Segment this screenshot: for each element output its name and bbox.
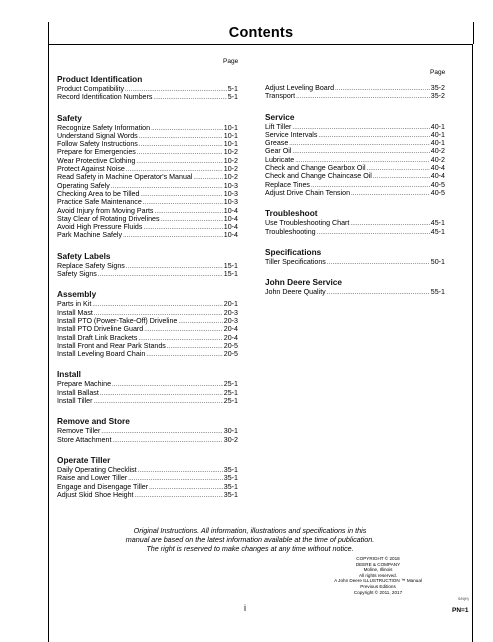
toc-entry-page: 20-5 (223, 350, 238, 359)
dot-leader (167, 343, 223, 350)
toc-entry-page: 15-1 (223, 261, 238, 270)
toc-entry-page: 15-1 (223, 270, 238, 279)
dot-leader (139, 133, 223, 140)
left-toc-column (57, 74, 238, 499)
toc-entry[interactable] (57, 491, 238, 499)
right-border (472, 44, 473, 642)
toc-entry-label: Tiller Specifications (265, 257, 326, 266)
toc-entry-label: Understand Signal Words (57, 131, 138, 140)
dot-leader (146, 351, 222, 358)
dot-leader (139, 141, 223, 148)
toc-entry-page: 40-2 (430, 155, 445, 164)
dot-leader (98, 271, 223, 278)
title-rule (48, 44, 473, 45)
toc-entry-page: 10-3 (223, 181, 238, 190)
dot-leader (137, 149, 223, 156)
dot-leader (154, 208, 222, 215)
copyright-line: A John Deere ILLUSTRUCTION ™ Manual (334, 578, 422, 584)
dot-leader (143, 224, 222, 231)
toc-entry[interactable] (57, 309, 238, 317)
toc-entry[interactable] (57, 483, 238, 491)
dot-leader (112, 437, 222, 444)
toc-entry[interactable] (57, 173, 238, 181)
toc-entry-label: Gear Oil (265, 147, 292, 156)
dot-leader (123, 232, 223, 239)
dot-leader (327, 289, 430, 296)
section-heading-troubleshoot: Troubleshoot (265, 208, 318, 219)
dot-leader (135, 492, 223, 499)
dot-leader (327, 259, 430, 266)
toc-entry-label: Lift Tiller (265, 122, 292, 131)
toc-entry-page: 20-4 (223, 325, 238, 334)
toc-entry[interactable] (265, 288, 445, 296)
toc-entry-page: 10-1 (223, 123, 238, 132)
dot-leader (295, 157, 430, 164)
dot-leader (296, 93, 430, 100)
toc-entry-label: John Deere Quality (265, 288, 326, 297)
toc-entry-page: 40-5 (430, 180, 445, 189)
right-page-header: Page (430, 69, 446, 76)
toc-entry[interactable] (57, 427, 238, 435)
toc-entry-page: 40-5 (430, 188, 445, 197)
toc-entry-page: 35-2 (430, 92, 445, 101)
toc-entry[interactable] (57, 350, 238, 358)
toc-entry-label: Daily Operating Checklist (57, 465, 137, 474)
toc-entry-page: 35-1 (223, 482, 238, 491)
toc-entry[interactable] (57, 182, 238, 190)
toc-entry-label: Wear Protective Clothing (57, 156, 136, 165)
toc-entry-page: 40-1 (430, 122, 445, 131)
toc-entry-page: 40-2 (430, 147, 445, 156)
toc-entry-page: 10-2 (223, 165, 238, 174)
toc-entry-label: Install Leveling Board Chain (57, 350, 146, 359)
section-heading-safety: Safety (57, 112, 82, 123)
toc-entry-page: 40-1 (430, 139, 445, 148)
toc-entry-page: 10-2 (223, 156, 238, 165)
toc-entry-label: Store Attachment (57, 435, 112, 444)
toc-entry[interactable] (265, 147, 445, 155)
toc-entry-label: Install Ballast (57, 388, 99, 397)
toc-entry-label: Practice Safe Maintenance (57, 198, 142, 207)
section-heading-specifications: Specifications (265, 246, 322, 257)
toc-entry-label: Use Troubleshooting Chart (265, 219, 350, 228)
toc-entry-label: Safety Signs (57, 270, 97, 279)
toc-entry-page: 40-4 (430, 164, 445, 173)
right-toc-column (265, 84, 445, 296)
toc-entry-page: 5-1 (227, 85, 238, 93)
dot-leader (143, 199, 223, 206)
toc-entry-label: Prepare for Emergencies (57, 148, 136, 157)
dot-leader (138, 467, 223, 474)
dot-leader (136, 158, 222, 165)
toc-entry[interactable] (57, 380, 238, 388)
toc-entry-label: Parts in Kit (57, 300, 92, 309)
dot-leader (153, 94, 226, 101)
toc-entry[interactable] (57, 397, 238, 405)
toc-entry-label: Adjust Drive Chain Tension (265, 188, 351, 197)
toc-entry[interactable] (57, 334, 238, 342)
footer-line-3: The right is reserved to make changes at any time without notice. (146, 544, 354, 553)
toc-entry-label: Read Safety in Machine Operator's Manual (57, 173, 193, 182)
copyright-line: Moline, Illinois (363, 567, 393, 573)
toc-entry[interactable] (57, 157, 238, 165)
toc-entry[interactable] (57, 215, 238, 223)
toc-entry-label: Record Identification Numbers (57, 93, 153, 102)
dot-leader (94, 310, 223, 317)
toc-entry[interactable] (57, 389, 238, 397)
toc-entry-page: 20-1 (223, 300, 238, 309)
toc-entry[interactable] (265, 219, 445, 227)
copyright-line: All rights reserved. (358, 572, 398, 578)
toc-entry-label: Stay Clear of Rotating Drivelines (57, 214, 160, 223)
toc-entry[interactable] (265, 228, 445, 236)
dot-leader (125, 86, 227, 93)
toc-entry-page: 40-1 (430, 130, 445, 139)
copyright-block (318, 556, 438, 595)
toc-entry[interactable] (265, 139, 445, 147)
toc-entry[interactable] (265, 189, 445, 197)
toc-entry-page: 30-2 (223, 435, 238, 444)
toc-entry[interactable] (57, 262, 238, 270)
dot-leader (318, 132, 429, 139)
toc-entry-label: Remove Tiller (57, 427, 101, 436)
toc-entry-page: 40-4 (430, 172, 445, 181)
toc-entry[interactable] (57, 474, 238, 482)
toc-entry[interactable] (265, 181, 445, 189)
toc-entry-label: Install Tiller (57, 397, 93, 406)
copyright-line: DEERE & COMPANY (355, 561, 401, 567)
dot-leader (292, 148, 429, 155)
section-heading-remove-and-store: Remove and Store (57, 416, 130, 427)
dot-leader (112, 381, 223, 388)
footer-line-1: Original Instructions. All information, illustrations and specifications in this (133, 526, 367, 535)
toc-entry-label: Recognize Safety Information (57, 123, 151, 132)
toc-entry[interactable] (265, 164, 445, 172)
toc-entry-page: 35-2 (430, 84, 445, 92)
toc-entry[interactable] (57, 325, 238, 333)
dot-leader (151, 125, 223, 132)
dot-leader (178, 318, 222, 325)
toc-entry[interactable] (57, 342, 238, 350)
toc-entry-page: 55-1 (430, 288, 445, 297)
dot-leader (351, 190, 430, 197)
toc-entry-label: Product Compatibility (57, 85, 125, 93)
toc-entry-page: 20-5 (223, 341, 238, 350)
toc-entry[interactable] (265, 156, 445, 164)
copyright-line: Previous Editions (360, 583, 396, 589)
dot-leader (367, 165, 430, 172)
toc-entry[interactable] (265, 92, 445, 100)
toc-entry[interactable] (57, 300, 238, 308)
dot-leader (311, 182, 430, 189)
dot-leader (292, 124, 429, 131)
dot-leader (100, 390, 223, 397)
toc-entry-page: 10-2 (223, 148, 238, 157)
toc-entry-page: 45-1 (430, 227, 445, 236)
toc-entry[interactable] (57, 436, 238, 444)
toc-entry-label: Check and Change Chaincase Oil (265, 172, 372, 181)
toc-entry-page: 35-1 (223, 465, 238, 474)
toc-entry-page: 35-1 (223, 490, 238, 499)
toc-entry-page: 10-3 (223, 198, 238, 207)
toc-entry[interactable] (57, 85, 238, 93)
toc-entry-page: 25-1 (223, 397, 238, 406)
toc-entry-label: Avoid Injury from Moving Parts (57, 206, 154, 215)
toc-entry[interactable] (265, 84, 445, 92)
dot-leader (161, 216, 223, 223)
toc-entry-label: Raise and Lower Tiller (57, 474, 128, 483)
section-heading-install: Install (57, 369, 81, 380)
toc-entry-label: Install Draft Link Brackets (57, 333, 138, 342)
toc-entry[interactable] (265, 258, 445, 266)
toc-entry[interactable] (57, 317, 238, 325)
toc-entry-page: 25-1 (223, 388, 238, 397)
dot-leader (92, 301, 222, 308)
dot-leader (93, 398, 222, 405)
toc-entry-label: Lubricate (265, 155, 295, 164)
toc-entry[interactable] (57, 190, 238, 198)
dot-leader (350, 220, 429, 227)
toc-entry[interactable] (57, 140, 238, 148)
dot-leader (289, 140, 430, 147)
toc-entry[interactable] (57, 132, 238, 140)
toc-entry-label: Operating Safely (57, 181, 110, 190)
toc-entry-label: Install PTO Driveline Guard (57, 325, 144, 334)
dot-leader (126, 166, 223, 173)
toc-entry[interactable] (57, 198, 238, 206)
dot-leader (138, 335, 222, 342)
toc-entry-label: Prepare Machine (57, 380, 112, 389)
toc-entry-label: Transport (265, 92, 296, 101)
toc-entry[interactable] (57, 207, 238, 215)
toc-entry-page: 10-1 (223, 131, 238, 140)
dot-leader (128, 475, 223, 482)
toc-entry-label: Grease (265, 139, 289, 148)
toc-entry-label: Replace Safety Signs (57, 261, 125, 270)
toc-entry-label: Check and Change Gearbox Oil (265, 164, 366, 173)
toc-entry-page: 35-1 (223, 474, 238, 483)
toc-entry-page: 10-2 (223, 173, 238, 182)
toc-entry-label: Troubleshooting (265, 227, 316, 236)
toc-entry[interactable] (265, 123, 445, 131)
toc-entry-page: 10-4 (223, 231, 238, 240)
toc-entry-page: 5-1 (227, 93, 238, 102)
toc-entry-label: Install Front and Rear Park Stands (57, 341, 166, 350)
toc-entry[interactable] (57, 223, 238, 231)
toc-entry-label: Install PTO (Power-Take-Off) Driveline (57, 316, 178, 325)
pn-label: PN=1 (452, 607, 469, 614)
toc-entry-page: 30-1 (223, 427, 238, 436)
dot-leader (111, 183, 223, 190)
toc-entry-page: 10-4 (223, 214, 238, 223)
toc-entry-label: Follow Safety Instructions (57, 140, 138, 149)
toc-entry-page: 10-4 (223, 223, 238, 232)
toc-entry-label: Service Intervals (265, 130, 318, 139)
page-title: Contents (228, 25, 294, 41)
dot-leader (140, 191, 222, 198)
dot-leader (126, 263, 223, 270)
toc-entry-label: Park Machine Safely (57, 231, 123, 240)
toc-entry[interactable] (57, 231, 238, 239)
toc-entry-label: Adjust Skid Shoe Height (57, 490, 134, 499)
toc-entry[interactable] (57, 93, 238, 101)
toc-entry-page: 25-1 (223, 380, 238, 389)
footer-note (80, 526, 420, 553)
toc-entry-page: 10-3 (223, 189, 238, 198)
section-heading-assembly: Assembly (57, 289, 97, 300)
dot-leader (317, 229, 430, 236)
toc-entry[interactable] (57, 270, 238, 278)
toc-entry-page: 20-3 (223, 308, 238, 317)
toc-entry-label: Replace Tines (265, 180, 310, 189)
toc-entry-label: Install Mast (57, 308, 93, 317)
dot-leader (335, 85, 430, 92)
toc-entry-page: 20-4 (223, 333, 238, 342)
toc-entry[interactable] (57, 124, 238, 132)
toc-entry[interactable] (57, 466, 238, 474)
toc-entry-label: Avoid High Pressure Fluids (57, 223, 143, 232)
dot-leader (101, 428, 222, 435)
section-heading-operate-tiller: Operate Tiller (57, 454, 111, 465)
toc-entry-page: 10-4 (223, 206, 238, 215)
toc-entry-page: 45-1 (430, 219, 445, 228)
page-number: i (244, 603, 246, 613)
toc-entry[interactable] (265, 172, 445, 180)
dot-leader (149, 484, 223, 491)
toc-entry-label: Protect Against Noise (57, 165, 125, 174)
left-page-header: Page (223, 58, 239, 65)
dot-leader (144, 326, 223, 333)
section-heading-product-identification: Product Identification (57, 74, 143, 84)
toc-entry[interactable] (57, 148, 238, 156)
copyright-line: Copyright © 2011, 2017 (353, 589, 403, 595)
footer-line-2: manual are based on the latest information available at the time of publication. (125, 535, 375, 544)
toc-entry-label: Engage and Disengage Tiller (57, 482, 149, 491)
serial-code: S/N(H) (458, 597, 469, 601)
title-box (48, 22, 474, 44)
toc-entry-page: 50-1 (430, 257, 445, 266)
dot-leader (193, 174, 222, 181)
left-border (48, 44, 49, 642)
toc-entry[interactable] (57, 165, 238, 173)
section-heading-safety-labels: Safety Labels (57, 250, 111, 261)
toc-entry-page: 20-3 (223, 316, 238, 325)
toc-entry-label: Adjust Leveling Board (265, 84, 335, 92)
toc-entry-page: 10-1 (223, 140, 238, 149)
copyright-line: COPYRIGHT © 2018 (356, 556, 400, 561)
toc-entry[interactable] (265, 131, 445, 139)
section-heading-service: Service (265, 111, 295, 122)
dot-leader (373, 173, 430, 180)
section-heading-john-deere-service: John Deere Service (265, 277, 343, 288)
toc-entry-label: Checking Area to be Tilled (57, 189, 140, 198)
